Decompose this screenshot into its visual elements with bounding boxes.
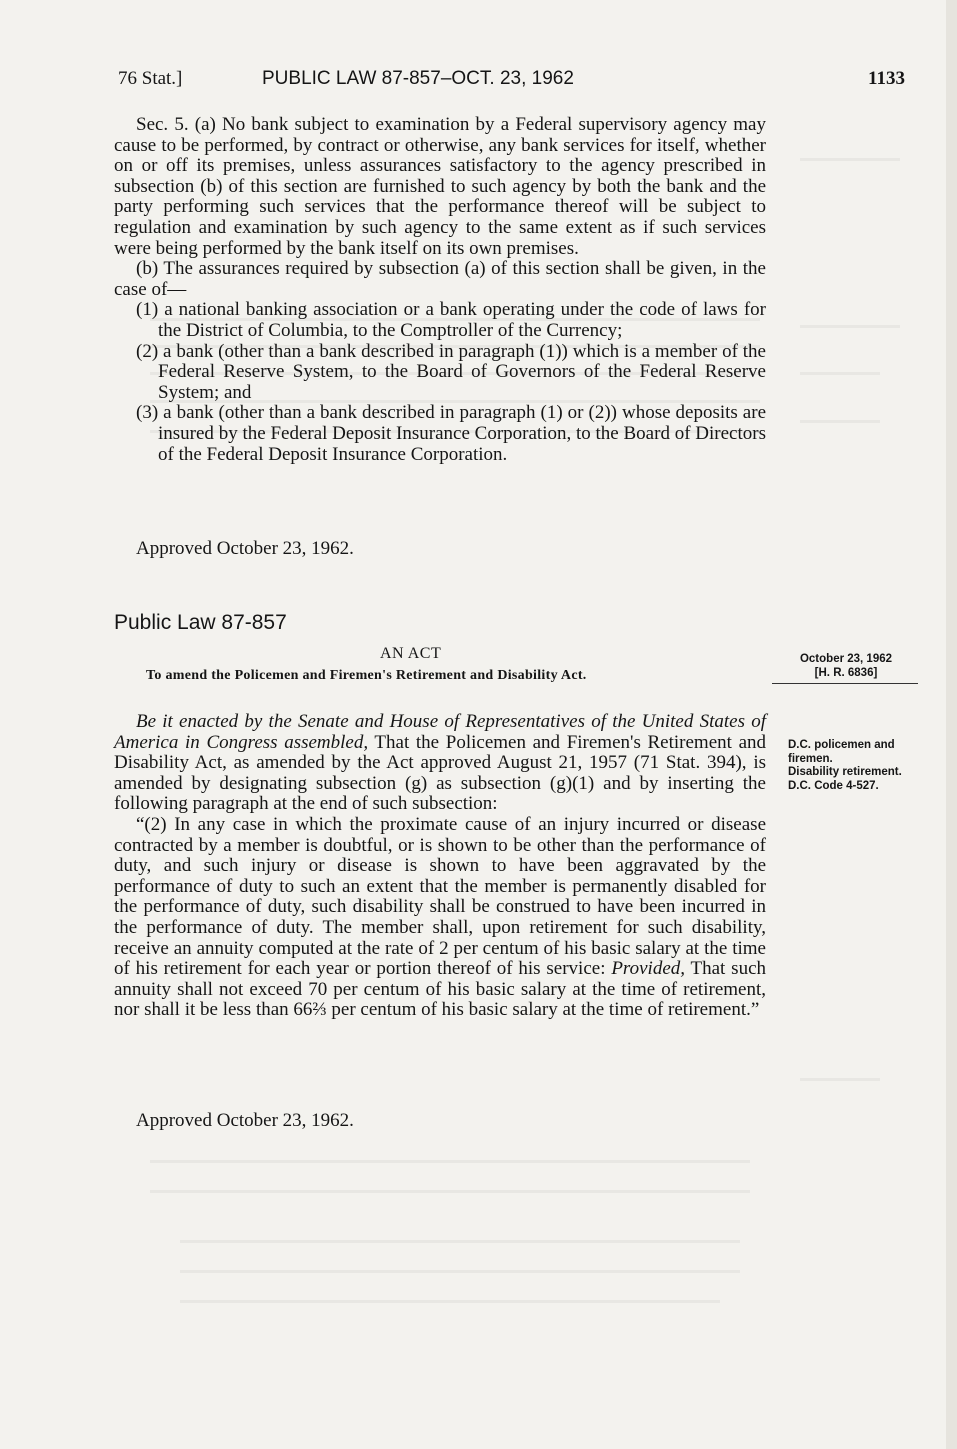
- section-5-paragraph-a: Sec. 5. (a) No bank subject to examination by a Federal supervisory agency may cause to be performed, by contract or otherwise, any bank services for itself, whether on or off its premises, unless assurances satisfactory to the agency prescribed in subsection (b) of this section are furnished to such agency by both the bank and the party performing such services that the performance thereof will be subject to regulation and examination by such agency to the same extent as if such services were being performed by the bank itself on its own premises.: [114, 114, 766, 259]
- margin-divider: [772, 683, 918, 684]
- bleed-through: [800, 420, 880, 423]
- amendment-text-after: That such annuity shall not exceed 70 per centum of his basic salary at the time of retirement, nor shall it be less than 66⅔ per centum of his basic salary at the time of retirement.”: [114, 958, 767, 1021]
- bleed-through: [800, 372, 880, 375]
- enacting-clause-text: That the Policemen and Firemen's Retirement and Disability Act, as amended by the Act approved August 21, 1957 (71 Stat. 394), is amended by designating subsection (g) as subsection (g)(1) and by inserting the following paragraph at the end of such subsection:: [114, 731, 766, 815]
- approval-line-1: Approved October 23, 1962.: [136, 538, 354, 559]
- bleed-through: [800, 325, 900, 328]
- margin-date-block: [776, 652, 916, 680]
- bleed-through: [800, 1078, 880, 1081]
- act-purpose: To amend the Policemen and Firemen's Retirement and Disability Act.: [146, 668, 587, 683]
- header-title: PUBLIC LAW 87-857–OCT. 23, 1962: [262, 68, 574, 89]
- margin-note-code: D.C. Code 4-527.: [788, 779, 879, 792]
- header-statute: 76 Stat.]: [118, 68, 183, 89]
- page-number: 1133: [868, 68, 905, 89]
- margin-notes: [788, 739, 918, 793]
- page-edge: [946, 0, 957, 1449]
- act-body: [114, 712, 766, 1021]
- provided-word: Provided,: [611, 958, 686, 980]
- margin-note-topic: Disability retirement.: [788, 766, 902, 779]
- amendment-paragraph-2: [114, 815, 766, 1021]
- an-act-heading: AN ACT: [380, 645, 442, 662]
- bleed-through: [180, 1270, 740, 1273]
- public-law-title: Public Law 87-857: [114, 611, 287, 634]
- section-5-item-3: (3) a bank (other than a bank described in paragraph (1) or (2)) whose deposits are insured by the Federal Deposit Insurance Corporation, to the Board of Directors of the Federal Deposit Insurance Corporation.: [136, 402, 766, 465]
- section-5-item-1: (1) a national banking association or a bank operating under the code of laws for the District of Columbia, to the Comptroller of the Currency;: [136, 299, 766, 341]
- approval-line-2: Approved October 23, 1962.: [136, 1110, 354, 1131]
- bleed-through: [800, 158, 900, 161]
- bleed-through: [180, 1300, 720, 1303]
- amendment-text-before: “(2) In any case in which the proximate cause of an injury incurred or disease contracted by a member is doubtful, or is shown to be other than the performance of duty, and such injury or disease is shown to have been aggravated by the performance of duty to such an extent that the member is permanently disabled for the performance of duty, such disability shall be construed to have been incurred in the performance of duty. The member shall, upon retirement for such disability, receive an annuity computed at the rate of 2 per centum of his basic salary at the time of his retirement for each year or portion thereof of his service:: [114, 813, 766, 980]
- bleed-through: [150, 1160, 750, 1163]
- enacting-clause: [114, 712, 766, 815]
- section-5-paragraph-b: (b) The assurances required by subsection (a) of this section shall be given, in the case of—: [114, 258, 766, 300]
- bleed-through: [150, 1190, 750, 1193]
- bleed-through: [180, 1240, 740, 1243]
- section-5-text: [114, 115, 766, 465]
- margin-date: October 23, 1962: [799, 653, 893, 665]
- enacting-clause-italic: Be it enacted by the Senate and House of Representatives of the United States of America in Congress assembled,: [114, 711, 766, 753]
- margin-bill-number: [H. R. 6836]: [814, 667, 878, 679]
- margin-note-subject: D.C. policemen and firemen.: [788, 739, 895, 765]
- section-5-item-2: (2) a bank (other than a bank described in paragraph (1)) which is a member of the Federal Reserve System, to the Board of Governors of the Federal Reserve System; and: [136, 340, 766, 403]
